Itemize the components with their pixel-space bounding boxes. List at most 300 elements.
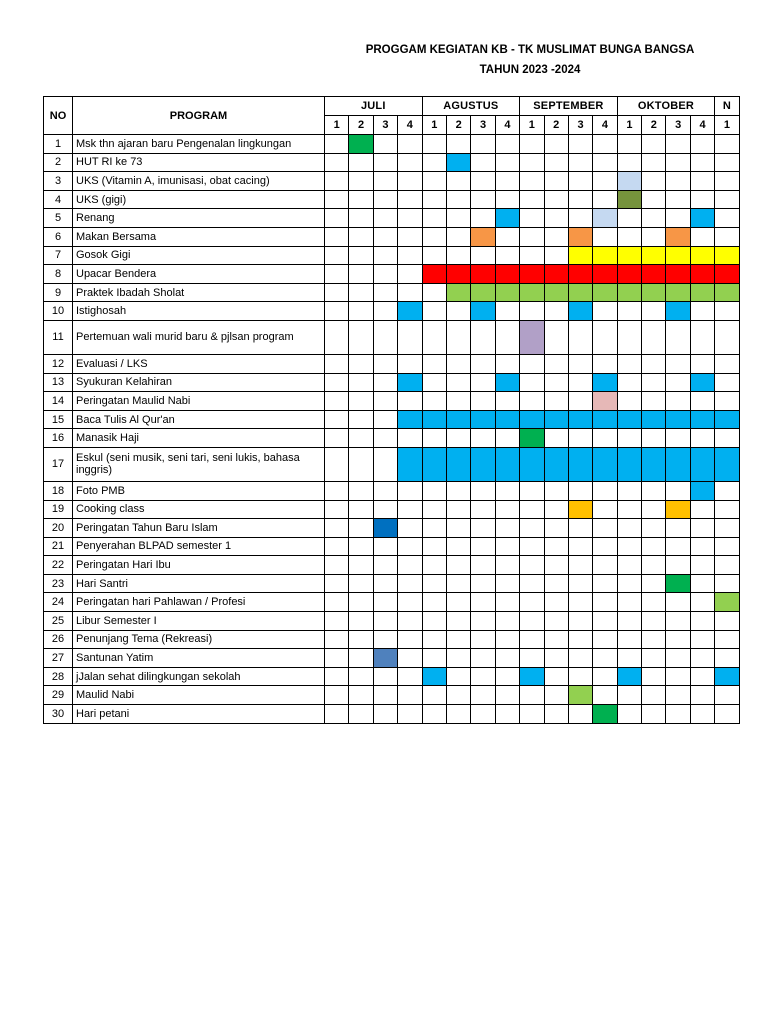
program-name: Msk thn ajaran baru Pengenalan lingkungan xyxy=(73,135,325,154)
program-name: UKS (Vitamin A, imunisasi, obat cacing) xyxy=(73,172,325,191)
schedule-cell xyxy=(617,667,641,686)
table-row xyxy=(44,429,740,448)
row-number: 21 xyxy=(44,537,73,556)
schedule-cell xyxy=(568,135,592,154)
schedule-cell xyxy=(715,354,739,373)
schedule-cell xyxy=(520,265,544,284)
schedule-cell xyxy=(349,135,373,154)
program-name: Renang xyxy=(73,209,325,228)
schedule-cell xyxy=(349,373,373,392)
schedule-cell xyxy=(373,667,397,686)
row-number: 17 xyxy=(44,447,73,481)
week-header: 3 xyxy=(373,116,397,135)
schedule-cell xyxy=(349,265,373,284)
schedule-cell xyxy=(715,447,739,481)
schedule-cell xyxy=(446,354,470,373)
schedule-cell xyxy=(398,246,422,265)
schedule-cell xyxy=(544,320,568,354)
schedule-cell xyxy=(520,667,544,686)
schedule-cell xyxy=(617,302,641,321)
schedule-cell xyxy=(495,153,519,172)
schedule-cell xyxy=(715,135,739,154)
schedule-cell xyxy=(690,705,714,724)
schedule-cell xyxy=(617,190,641,209)
week-header: 2 xyxy=(544,116,568,135)
schedule-cell xyxy=(568,705,592,724)
schedule-cell xyxy=(715,649,739,668)
schedule-cell xyxy=(349,283,373,302)
schedule-cell xyxy=(471,190,495,209)
schedule-cell xyxy=(617,172,641,191)
schedule-cell xyxy=(642,190,666,209)
schedule-cell xyxy=(495,354,519,373)
row-number: 5 xyxy=(44,209,73,228)
schedule-table xyxy=(43,96,740,724)
schedule-cell xyxy=(446,283,470,302)
schedule-cell xyxy=(690,630,714,649)
schedule-cell xyxy=(617,265,641,284)
schedule-cell xyxy=(715,612,739,631)
table-row xyxy=(44,630,740,649)
schedule-cell xyxy=(495,481,519,500)
schedule-cell xyxy=(446,153,470,172)
schedule-cell xyxy=(446,649,470,668)
table-row xyxy=(44,574,740,593)
table-row xyxy=(44,265,740,284)
schedule-cell xyxy=(666,172,690,191)
row-number: 3 xyxy=(44,172,73,191)
table-row xyxy=(44,283,740,302)
schedule-cell xyxy=(398,410,422,429)
program-name: Peringatan hari Pahlawan / Profesi xyxy=(73,593,325,612)
schedule-cell xyxy=(373,574,397,593)
schedule-cell xyxy=(422,537,446,556)
schedule-cell xyxy=(617,556,641,575)
schedule-cell xyxy=(593,556,617,575)
schedule-cell xyxy=(617,153,641,172)
schedule-cell xyxy=(349,519,373,538)
schedule-cell xyxy=(471,705,495,724)
schedule-cell xyxy=(422,519,446,538)
schedule-cell xyxy=(471,593,495,612)
schedule-cell xyxy=(568,500,592,519)
schedule-cell xyxy=(666,283,690,302)
schedule-cell xyxy=(349,500,373,519)
schedule-cell xyxy=(446,574,470,593)
schedule-cell xyxy=(349,630,373,649)
schedule-cell xyxy=(568,630,592,649)
schedule-cell xyxy=(398,593,422,612)
schedule-cell xyxy=(398,519,422,538)
program-header: PROGRAM xyxy=(73,97,325,135)
schedule-cell xyxy=(520,153,544,172)
schedule-cell xyxy=(690,283,714,302)
schedule-cell xyxy=(495,410,519,429)
schedule-cell xyxy=(642,556,666,575)
schedule-cell xyxy=(568,153,592,172)
schedule-cell xyxy=(593,392,617,411)
schedule-cell xyxy=(373,172,397,191)
schedule-cell xyxy=(544,354,568,373)
week-header: 2 xyxy=(446,116,470,135)
schedule-cell xyxy=(349,481,373,500)
schedule-cell xyxy=(520,686,544,705)
schedule-cell xyxy=(642,612,666,631)
row-number: 8 xyxy=(44,265,73,284)
schedule-cell xyxy=(544,209,568,228)
schedule-cell xyxy=(642,135,666,154)
schedule-cell xyxy=(325,246,349,265)
table-row xyxy=(44,410,740,429)
schedule-cell xyxy=(349,447,373,481)
program-name: Evaluasi / LKS xyxy=(73,354,325,373)
schedule-cell xyxy=(593,705,617,724)
schedule-cell xyxy=(373,246,397,265)
schedule-cell xyxy=(349,612,373,631)
schedule-cell xyxy=(398,481,422,500)
schedule-cell xyxy=(593,227,617,246)
schedule-cell xyxy=(715,556,739,575)
schedule-cell xyxy=(593,320,617,354)
schedule-cell xyxy=(642,172,666,191)
schedule-cell xyxy=(398,429,422,448)
schedule-cell xyxy=(544,705,568,724)
schedule-cell xyxy=(398,227,422,246)
schedule-cell xyxy=(617,686,641,705)
schedule-cell xyxy=(617,283,641,302)
schedule-cell xyxy=(373,373,397,392)
schedule-cell xyxy=(642,705,666,724)
week-header: 3 xyxy=(568,116,592,135)
schedule-cell xyxy=(642,630,666,649)
schedule-cell xyxy=(568,612,592,631)
schedule-cell xyxy=(398,320,422,354)
schedule-cell xyxy=(398,153,422,172)
schedule-cell xyxy=(544,667,568,686)
schedule-cell xyxy=(495,392,519,411)
schedule-cell xyxy=(471,265,495,284)
schedule-cell xyxy=(325,667,349,686)
schedule-cell xyxy=(446,429,470,448)
schedule-cell xyxy=(422,153,446,172)
schedule-cell xyxy=(593,153,617,172)
table-row xyxy=(44,153,740,172)
document-title xyxy=(300,40,760,80)
schedule-cell xyxy=(495,556,519,575)
schedule-cell xyxy=(373,190,397,209)
schedule-cell xyxy=(349,227,373,246)
schedule-cell xyxy=(715,686,739,705)
schedule-cell xyxy=(373,392,397,411)
schedule-cell xyxy=(666,649,690,668)
schedule-cell xyxy=(593,302,617,321)
schedule-cell xyxy=(593,410,617,429)
schedule-cell xyxy=(373,500,397,519)
month-header-row xyxy=(44,97,740,116)
schedule-cell xyxy=(398,630,422,649)
schedule-cell xyxy=(666,630,690,649)
schedule-cell xyxy=(398,537,422,556)
schedule-cell xyxy=(373,410,397,429)
schedule-cell xyxy=(593,593,617,612)
schedule-cell xyxy=(666,481,690,500)
schedule-cell xyxy=(642,574,666,593)
schedule-cell xyxy=(690,172,714,191)
schedule-cell xyxy=(593,537,617,556)
schedule-cell xyxy=(398,667,422,686)
schedule-cell xyxy=(446,667,470,686)
schedule-cell xyxy=(422,265,446,284)
schedule-cell xyxy=(642,209,666,228)
schedule-cell xyxy=(520,227,544,246)
schedule-cell xyxy=(520,500,544,519)
schedule-cell xyxy=(520,630,544,649)
schedule-cell xyxy=(544,593,568,612)
month-header: AGUSTUS xyxy=(422,97,520,116)
title-line-1: PROGGAM KEGIATAN KB - TK MUSLIMAT BUNGA BANGSA xyxy=(365,44,695,56)
table-row xyxy=(44,135,740,154)
schedule-cell xyxy=(593,519,617,538)
schedule-cell xyxy=(398,209,422,228)
schedule-cell xyxy=(715,153,739,172)
table-row xyxy=(44,172,740,191)
schedule-cell xyxy=(593,135,617,154)
table-row xyxy=(44,190,740,209)
schedule-cell xyxy=(422,556,446,575)
schedule-cell xyxy=(495,302,519,321)
schedule-cell xyxy=(715,593,739,612)
schedule-cell xyxy=(715,392,739,411)
schedule-cell xyxy=(398,265,422,284)
schedule-cell xyxy=(520,556,544,575)
schedule-cell xyxy=(544,500,568,519)
schedule-cell xyxy=(446,537,470,556)
schedule-cell xyxy=(349,537,373,556)
row-number: 9 xyxy=(44,283,73,302)
schedule-cell xyxy=(642,283,666,302)
schedule-cell xyxy=(568,410,592,429)
schedule-cell xyxy=(495,667,519,686)
schedule-cell xyxy=(690,556,714,575)
schedule-cell xyxy=(325,135,349,154)
row-number: 19 xyxy=(44,500,73,519)
schedule-cell xyxy=(544,556,568,575)
schedule-cell xyxy=(520,373,544,392)
schedule-cell xyxy=(446,612,470,631)
schedule-cell xyxy=(446,172,470,191)
schedule-cell xyxy=(690,667,714,686)
schedule-cell xyxy=(715,630,739,649)
program-name: Manasik Haji xyxy=(73,429,325,448)
schedule-cell xyxy=(398,705,422,724)
schedule-cell xyxy=(373,705,397,724)
schedule-cell xyxy=(690,593,714,612)
program-name: Upacar Bendera xyxy=(73,265,325,284)
schedule-cell xyxy=(325,227,349,246)
schedule-cell xyxy=(568,667,592,686)
schedule-cell xyxy=(325,265,349,284)
schedule-cell xyxy=(471,209,495,228)
row-number: 10 xyxy=(44,302,73,321)
schedule-cell xyxy=(446,593,470,612)
schedule-cell xyxy=(325,392,349,411)
schedule-cell xyxy=(690,354,714,373)
row-number: 4 xyxy=(44,190,73,209)
schedule-cell xyxy=(544,537,568,556)
table-row xyxy=(44,227,740,246)
schedule-cell xyxy=(398,612,422,631)
schedule-cell xyxy=(398,373,422,392)
schedule-cell xyxy=(349,153,373,172)
schedule-cell xyxy=(471,556,495,575)
schedule-cell xyxy=(690,574,714,593)
schedule-cell xyxy=(471,227,495,246)
program-name: Gosok Gigi xyxy=(73,246,325,265)
schedule-cell xyxy=(544,481,568,500)
schedule-cell xyxy=(446,481,470,500)
table-row xyxy=(44,481,740,500)
schedule-cell xyxy=(471,392,495,411)
schedule-cell xyxy=(520,574,544,593)
schedule-cell xyxy=(568,302,592,321)
week-header: 3 xyxy=(471,116,495,135)
table-row xyxy=(44,392,740,411)
schedule-cell xyxy=(715,481,739,500)
schedule-sheet xyxy=(43,96,768,746)
schedule-cell xyxy=(715,320,739,354)
schedule-cell xyxy=(325,630,349,649)
schedule-cell xyxy=(373,537,397,556)
schedule-cell xyxy=(568,686,592,705)
schedule-cell xyxy=(398,556,422,575)
schedule-cell xyxy=(495,246,519,265)
schedule-cell xyxy=(446,373,470,392)
schedule-cell xyxy=(617,354,641,373)
schedule-cell xyxy=(398,392,422,411)
schedule-cell xyxy=(520,593,544,612)
schedule-cell xyxy=(690,209,714,228)
program-name: UKS (gigi) xyxy=(73,190,325,209)
schedule-cell xyxy=(568,429,592,448)
schedule-cell xyxy=(544,392,568,411)
program-name: HUT RI ke 73 xyxy=(73,153,325,172)
schedule-cell xyxy=(349,392,373,411)
week-header: 3 xyxy=(666,116,690,135)
schedule-cell xyxy=(642,649,666,668)
schedule-cell xyxy=(617,447,641,481)
schedule-cell xyxy=(593,612,617,631)
schedule-cell xyxy=(666,556,690,575)
table-row xyxy=(44,302,740,321)
schedule-cell xyxy=(471,447,495,481)
schedule-cell xyxy=(422,410,446,429)
schedule-cell xyxy=(690,519,714,538)
schedule-cell xyxy=(520,447,544,481)
schedule-cell xyxy=(666,500,690,519)
schedule-cell xyxy=(520,320,544,354)
schedule-cell xyxy=(593,283,617,302)
row-number: 18 xyxy=(44,481,73,500)
schedule-cell xyxy=(349,172,373,191)
schedule-cell xyxy=(325,172,349,191)
program-name: Hari Santri xyxy=(73,574,325,593)
schedule-cell xyxy=(325,705,349,724)
schedule-cell xyxy=(422,227,446,246)
schedule-cell xyxy=(398,574,422,593)
schedule-cell xyxy=(666,354,690,373)
schedule-cell xyxy=(568,373,592,392)
schedule-cell xyxy=(544,153,568,172)
week-header: 1 xyxy=(325,116,349,135)
schedule-cell xyxy=(617,574,641,593)
schedule-cell xyxy=(325,429,349,448)
schedule-cell xyxy=(666,447,690,481)
schedule-cell xyxy=(495,135,519,154)
row-number: 6 xyxy=(44,227,73,246)
schedule-cell xyxy=(349,649,373,668)
schedule-cell xyxy=(617,649,641,668)
schedule-cell xyxy=(690,190,714,209)
program-name: Santunan Yatim xyxy=(73,649,325,668)
schedule-cell xyxy=(520,519,544,538)
program-name: Penunjang Tema (Rekreasi) xyxy=(73,630,325,649)
schedule-cell xyxy=(690,649,714,668)
schedule-cell xyxy=(544,429,568,448)
schedule-cell xyxy=(446,227,470,246)
program-name: Eskul (seni musik, seni tari, seni lukis, bahasa inggris) xyxy=(73,447,325,481)
schedule-cell xyxy=(617,537,641,556)
program-name: Foto PMB xyxy=(73,481,325,500)
schedule-cell xyxy=(690,481,714,500)
schedule-cell xyxy=(422,630,446,649)
schedule-cell xyxy=(349,574,373,593)
schedule-cell xyxy=(715,667,739,686)
schedule-cell xyxy=(471,373,495,392)
schedule-cell xyxy=(495,320,519,354)
schedule-cell xyxy=(495,209,519,228)
schedule-cell xyxy=(593,500,617,519)
schedule-cell xyxy=(666,302,690,321)
week-header: 2 xyxy=(349,116,373,135)
schedule-cell xyxy=(568,392,592,411)
schedule-cell xyxy=(349,686,373,705)
schedule-cell xyxy=(690,373,714,392)
schedule-cell xyxy=(617,227,641,246)
table-row xyxy=(44,354,740,373)
schedule-cell xyxy=(544,649,568,668)
schedule-cell xyxy=(690,392,714,411)
schedule-cell xyxy=(471,302,495,321)
schedule-cell xyxy=(593,630,617,649)
schedule-cell xyxy=(373,135,397,154)
schedule-cell xyxy=(446,392,470,411)
week-header: 4 xyxy=(690,116,714,135)
schedule-cell xyxy=(349,667,373,686)
program-name: Istighosah xyxy=(73,302,325,321)
schedule-cell xyxy=(568,481,592,500)
schedule-cell xyxy=(642,410,666,429)
schedule-cell xyxy=(325,649,349,668)
table-row xyxy=(44,537,740,556)
schedule-cell xyxy=(520,190,544,209)
schedule-cell xyxy=(373,302,397,321)
week-header: 2 xyxy=(642,116,666,135)
schedule-cell xyxy=(715,373,739,392)
schedule-cell xyxy=(715,172,739,191)
schedule-cell xyxy=(495,227,519,246)
schedule-cell xyxy=(471,574,495,593)
schedule-cell xyxy=(471,630,495,649)
